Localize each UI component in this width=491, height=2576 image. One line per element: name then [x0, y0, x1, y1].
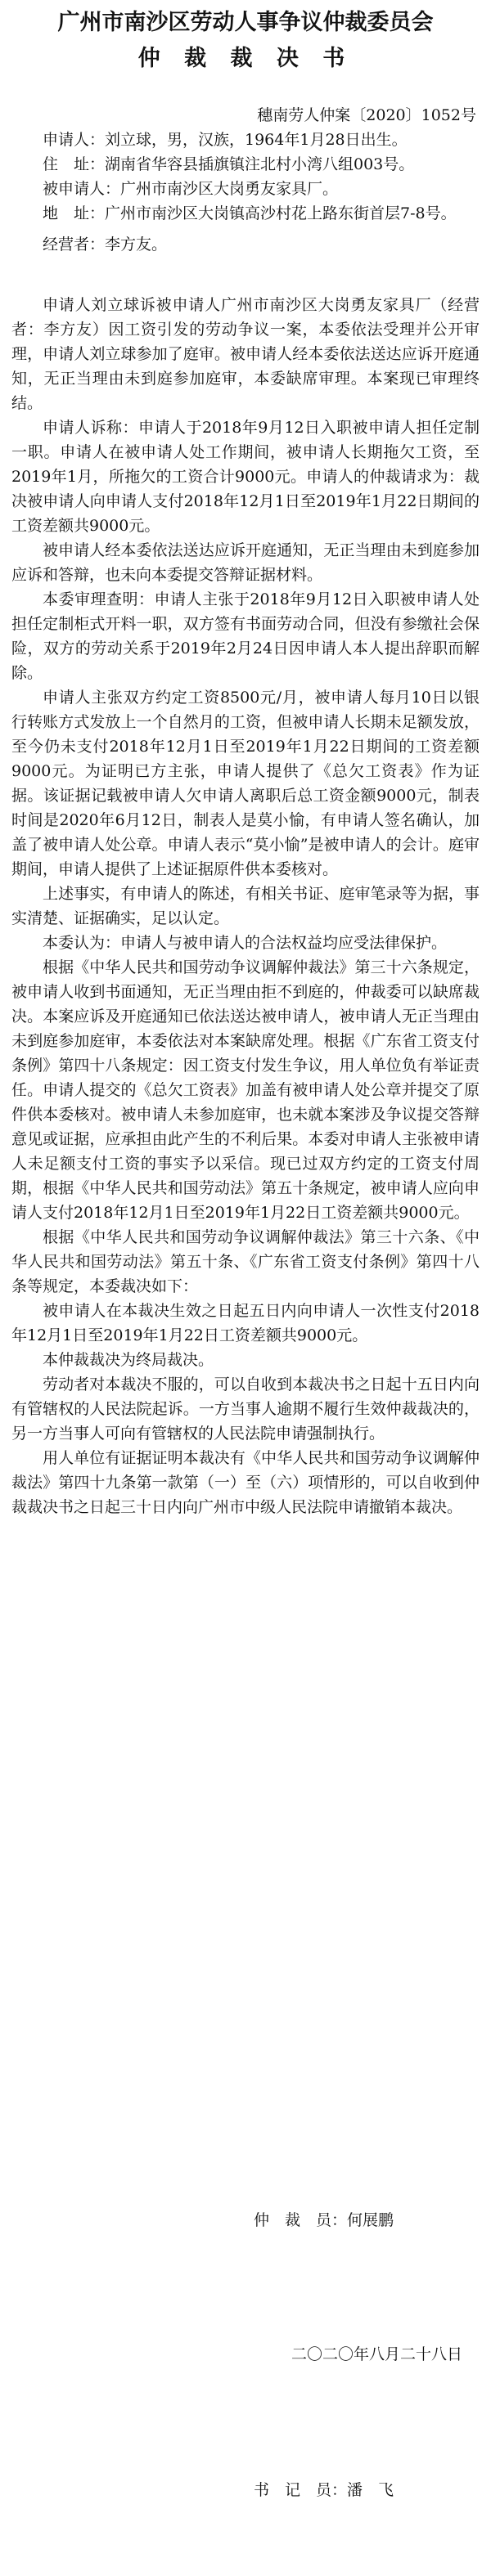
- paragraph-award: 被申请人在本裁决生效之日起五日内向申请人一次性支付2018年12月1日至2019年1月22日工资差额共9000元。: [11, 1302, 480, 1344]
- spacer: [11, 257, 480, 293]
- document-type-title: 仲 裁 裁 决 书: [137, 46, 354, 71]
- committee-title: 广州市南沙区劳动人事争议仲裁委员会: [57, 10, 434, 35]
- paragraph-facts-found: 本委审理查明：申请人主张于2018年9月12日入职被申请人处担任定制柜式开料一职，双方签有书面劳动合同，但没有参缴社会保险，双方的劳动关系于2019年2月24日因申请人本人提出辞职而解除。: [11, 590, 480, 682]
- award-body: [11, 293, 480, 1519]
- clerk-signature: 书 记 员：潘 飞: [254, 2481, 394, 2499]
- paragraph-committee-view: 本委认为：申请人与被申请人的合法权益均应受法律保护。: [43, 934, 448, 952]
- paragraph-applicant-claim: 申请人诉称：申请人于2018年9月12日入职被申请人担任定制一职。申请人在被申请人处工作期间，被申请人长期拖欠工资，至2019年1月，所拖欠的工资合计9000元。申请人的仲裁请求为：裁决被申请人向申请人支付2018年12月1日至2019年1月22日期间的工资差额共9000元。: [11, 419, 480, 535]
- applicant-line: 申请人：刘立球，男，汉族，1964年1月28日出生。: [43, 131, 408, 149]
- paragraph-legal-basis: 根据《中华人民共和国劳动争议调解仲裁法》第三十六条、《中华人民共和国劳动法》第五十条、《广东省工资支付条例》第四十八条等规定，本委裁决如下：: [11, 1228, 480, 1295]
- party-info: [11, 128, 480, 257]
- paragraph-revocation-rights: 用人单位有证据证明本裁决有《中华人民共和国劳动争议调解仲裁法》第四十九条第一款第（一）至（六）项情形的，可以自收到仲裁裁决书之日起三十日内向广州市中级人民法院申请撤销本裁决。: [11, 1449, 480, 1516]
- respondent-line: 被申请人：广州市南沙区大岗勇友家具厂。: [43, 180, 339, 198]
- award-date: 二〇二〇年八月二十八日: [291, 2345, 463, 2363]
- applicant-address-line: 住 址：湖南省华容县插旗镇注北村小湾八组003号。: [43, 155, 415, 173]
- paragraph-case-summary: 申请人刘立球诉被申请人广州市南沙区大岗勇友家具厂（经营者：李方友）因工资引发的劳动争议一案，本委依法受理并公开审理，申请人刘立球参加了庭审。被申请人经本委依法送达应诉开庭通知，无正当理由未到庭参加庭审，本委缺席审理。本案现已审理终结。: [11, 296, 480, 412]
- operator-line: 经营者：李方友。: [43, 236, 168, 254]
- paragraph-respondent-absence: 被申请人经本委依法送达应诉开庭通知，无正当理由未到庭参加应诉和答辩，也未向本委提交答辩证据材料。: [11, 541, 480, 584]
- paragraph-facts-confirmed: 上述事实，有申请人的陈述，有相关书证、庭审笔录等为据，事实清楚、证据确实，足以认定。: [11, 885, 480, 927]
- paragraph-final-award: 本仲裁裁决为终局裁决。: [43, 1351, 214, 1369]
- paragraph-appeal-rights: 劳动者对本裁决不服的，可以自收到本裁决书之日起十五日内向有管辖权的人民法院起诉。一方当事人逾期不履行生效仲裁裁决的，另一方当事人可向有管辖权的人民法院申请强制执行。: [11, 1376, 480, 1443]
- paragraph-wage-evidence: 申请人主张双方约定工资8500元/月，被申请人每月10日以银行转账方式发放上一个自然月的工资，但被申请人长期未足额发放，至今仍未支付2018年12月1日至2019年1月22日期间的工资差额9000元。为证明已方主张，申请人提供了《总欠工资表》作为证据。该证据记载被申请人欠申请人离职后总工资金额9000元，制表时间是2020年6月12日，制表人是莫小愉，有申请人签名确认，加盖了被申请人处公章。申请人表示“莫小愉”是被申请人的会计。庭审期间，申请人提供了上述证据原件供本委核对。: [11, 689, 480, 878]
- case-number: 穗南劳人仲案〔2020〕1052号: [257, 106, 476, 124]
- paragraph-legal-reasoning: 根据《中华人民共和国劳动争议调解仲裁法》第三十六条规定，被申请人收到书面通知，无正当理由拒不到庭的，仲裁委可以缺席裁决。本案应诉及开庭通知已依法送达被申请人，被申请人无正当理由未到庭参加庭审，本委依法对本案缺席处理。根据《广东省工资支付条例》第四十八条规定：因工资支付发生争议，用人单位负有举证责任。申请人提交的《总欠工资表》加盖有被申请人处公章并提交了原件供本委核对。被申请人未参加庭审，也未就本案涉及争议提交答辩意见或证据，应承担由此产生的不利后果。本委对申请人主张被申请人未足额支付工资的事实予以采信。现已过双方约定的工资支付周期，根据《中华人民共和国劳动法》第五十条规定，被申请人应向申请人支付2018年12月1日至2019年1月22日工资差额共9000元。: [11, 958, 480, 1222]
- respondent-address-line: 地 址：广州市南沙区大岗镇高沙村花上路东街首层7-8号。: [43, 204, 457, 222]
- arbitrator-signature: 仲 裁 员：何展鹏: [254, 2211, 394, 2229]
